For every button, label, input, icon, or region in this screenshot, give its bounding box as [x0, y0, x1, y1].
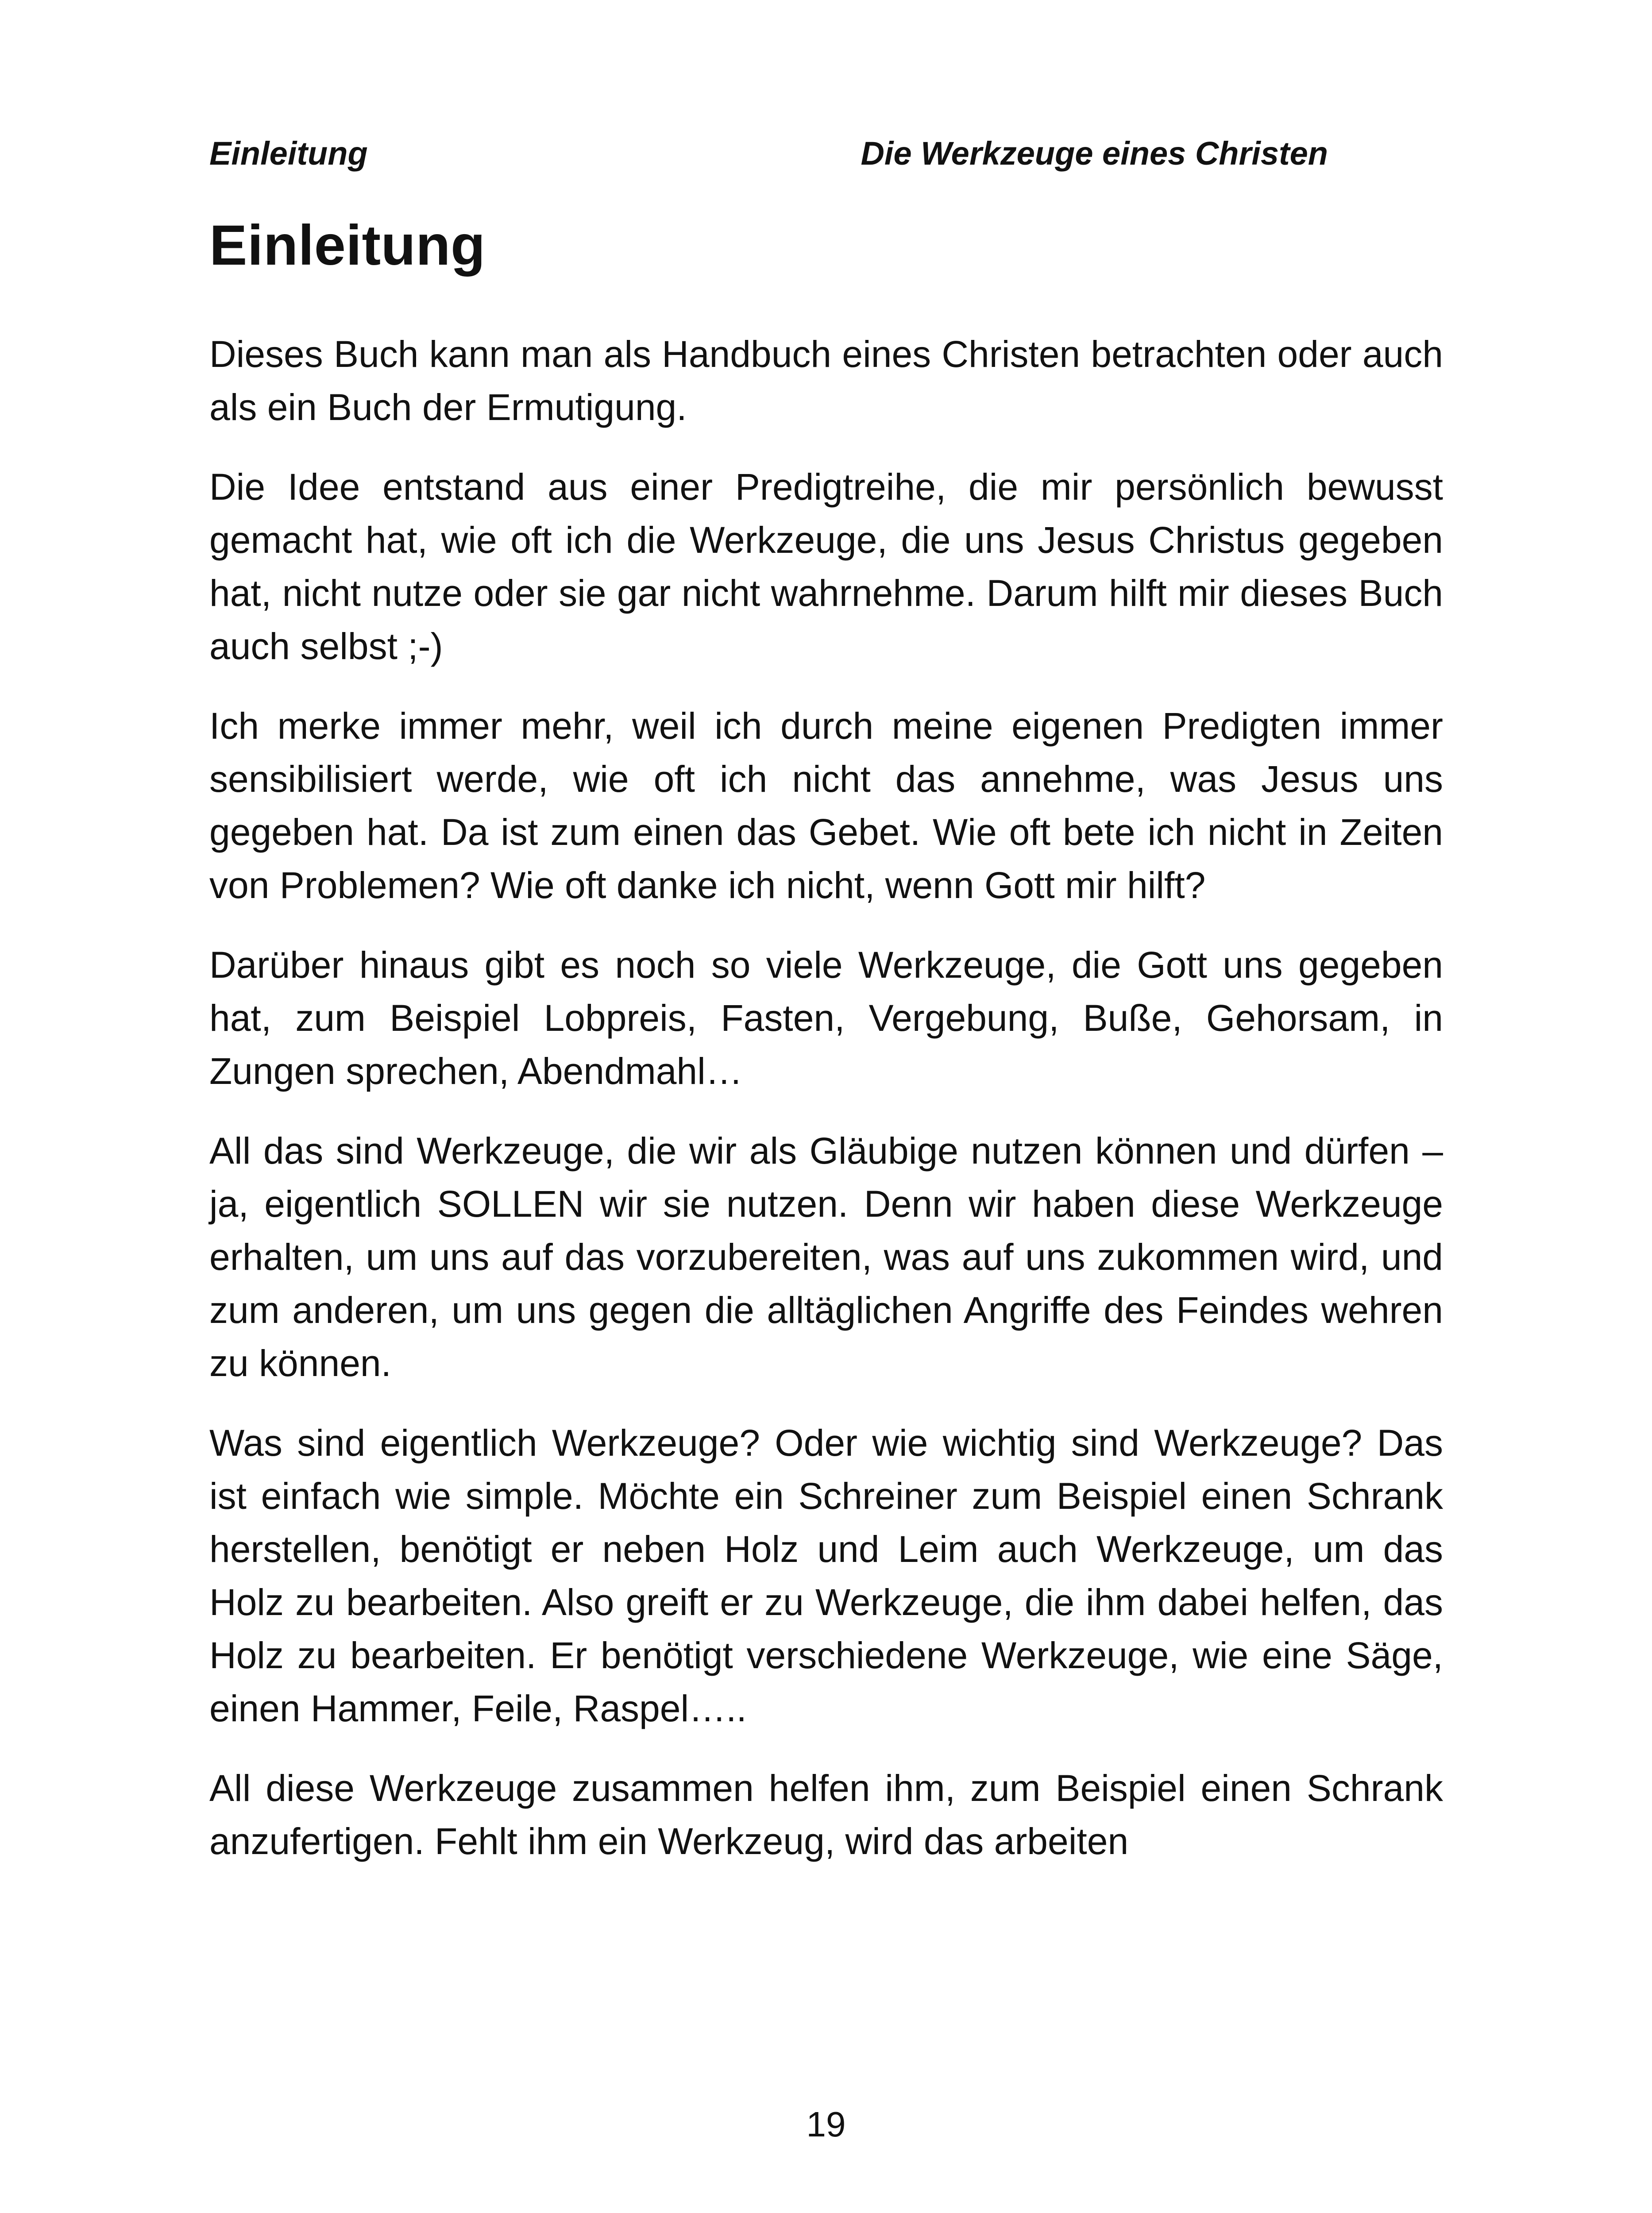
page-number: 19	[806, 2105, 846, 2144]
paragraph: Dieses Buch kann man als Handbuch eines Christen betrachten oder auch als ein Buch der Ermutigung.	[209, 333, 1443, 428]
running-header	[209, 129, 1443, 178]
paragraph: Die Idee entstand aus einer Predigtreihe, die mir persönlich bewusst gemacht hat, wie oft ich die Werkzeuge, die uns Jesus Christus gegeben hat, nicht nutze oder sie gar nicht wahrnehme. Darum hilft mir dieses Buch auch selbst ;-)	[209, 466, 1443, 667]
paragraph: Ich merke immer mehr, weil ich durch meine eigenen Predigten immer sensibilisiert werde, wie oft ich nicht das annehme, was Jesus uns gegeben hat. Da ist zum einen das Gebet. Wie oft bete ich nicht in Zeiten von Problemen? Wie oft danke ich nicht, wenn Gott mir hilft?	[209, 705, 1443, 906]
paragraph: All diese Werkzeuge zusammen helfen ihm, zum Beispiel einen Schrank anzufertigen. Fehlt ihm ein Werkzeug, wird das arbeiten	[209, 1767, 1443, 1862]
paragraph: Was sind eigentlich Werkzeuge? Oder wie wichtig sind Werkzeuge? Das ist einfach wie simple. Möchte ein Schreiner zum Beispiel einen Schrank herstellen, benötigt er neben Holz und Leim auch Werkzeuge, um das Holz zu bearbeiten. Also greift er zu Werkzeuge, die ihm dabei helfen, das Holz zu bearbeiten. Er benötigt verschiedene Werkzeuge, wie eine Säge, einen Hammer, Feile, Raspel…..	[209, 1422, 1443, 1729]
paragraph: Darüber hinaus gibt es noch so viele Werkzeuge, die Gott uns gegeben hat, zum Beispiel Lobpreis, Fasten, Vergebung, Buße, Gehorsam, in Zungen sprechen, Abendmahl…	[209, 944, 1443, 1092]
header-book-title: Die Werkzeuge eines Christen	[861, 135, 1328, 172]
paragraph: All das sind Werkzeuge, die wir als Gläubige nutzen können und dürfen – ja, eigentlich SOLLEN wir sie nutzen. Denn wir haben diese Werkzeuge erhalten, um uns auf das vorzubereiten, was auf uns zukommen wird, und zum anderen, um uns gegen die alltäglichen Angriffe des Feindes wehren zu können.	[209, 1130, 1443, 1384]
header-chapter-name: Einleitung	[209, 135, 368, 172]
chapter-title: Einleitung	[209, 214, 486, 277]
body-text	[209, 328, 1443, 1894]
